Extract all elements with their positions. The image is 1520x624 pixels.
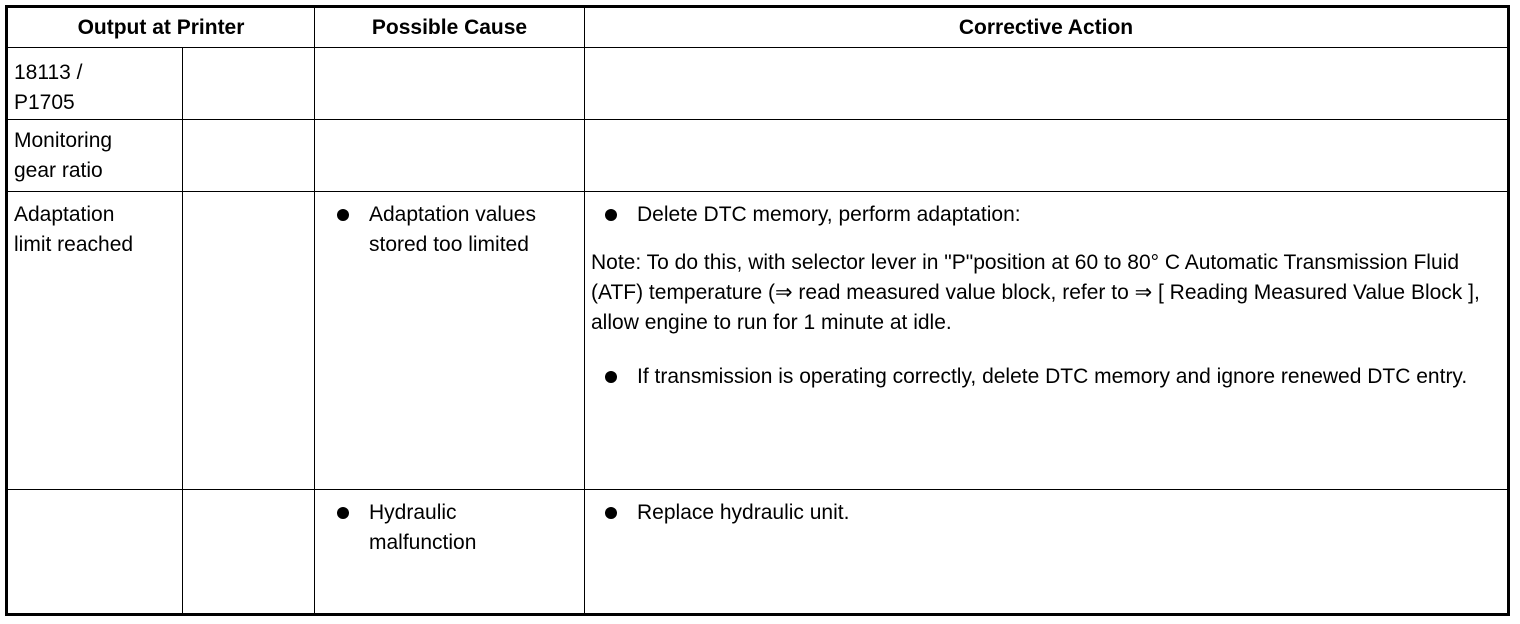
cell-empty (7, 490, 183, 615)
cell-empty (183, 192, 315, 490)
header-corrective-action: Corrective Action (585, 7, 1509, 48)
cell-action-adaptation (585, 192, 1509, 490)
bullet-icon (605, 209, 617, 221)
cause-hydraulic-line-1: Hydraulic (369, 501, 457, 524)
bullet-icon (605, 371, 617, 383)
monitoring-line-1: Monitoring (14, 129, 113, 152)
cell-adaptation (7, 192, 183, 490)
header-row (7, 7, 1509, 48)
cell-empty (183, 48, 315, 120)
cell-empty (183, 490, 315, 615)
cell-cause-hydraulic (315, 490, 585, 615)
cell-empty (585, 48, 1509, 120)
cause-adaptation-line-2: stored too limited (369, 233, 529, 256)
header-output-at-printer: Output at Printer (7, 7, 315, 48)
action-delete-dtc: Delete DTC memory, perform adaptation: (637, 203, 1021, 226)
table-row-monitoring (7, 120, 1509, 192)
bullet-icon (337, 209, 349, 221)
monitoring-line-2: gear ratio (14, 159, 103, 182)
adaptation-line-2: limit reached (14, 233, 134, 256)
table-row-dtc-code (7, 48, 1509, 120)
dtc-code-line-1: 18113 / (14, 61, 83, 84)
cell-empty (315, 120, 585, 192)
adaptation-line-1: Adaptation (14, 203, 115, 226)
bullet-icon (605, 507, 617, 519)
table-row-adaptation (7, 192, 1509, 490)
cell-empty (315, 48, 585, 120)
table-row-hydraulic (7, 490, 1509, 615)
action-replace-hydraulic: Replace hydraulic unit. (637, 501, 850, 524)
dtc-table (5, 5, 1510, 616)
cell-action-hydraulic (585, 490, 1509, 615)
cell-monitoring (7, 120, 183, 192)
dtc-code-line-2: P1705 (14, 91, 75, 114)
cell-empty (585, 120, 1509, 192)
cause-adaptation-line-1: Adaptation values (369, 203, 536, 226)
action-transmission-ok: If transmission is operating correctly, delete DTC memory and ignore renewed DTC entry. (637, 365, 1468, 388)
action-note: Note: To do this, with selector lever in "P"position at 60 to 80° C Automatic Transmission Fluid (ATF) temperature (⇒ read measured value block, refer to ⇒ [ Reading Measured Value Block ], allow engine to run for 1 minute at idle. (591, 251, 1480, 334)
bullet-icon (337, 507, 349, 519)
cell-cause-adaptation (315, 192, 585, 490)
cell-empty (183, 120, 315, 192)
cell-dtc-code (7, 48, 183, 120)
cause-hydraulic-line-2: malfunction (369, 531, 477, 554)
header-possible-cause: Possible Cause (315, 7, 585, 48)
